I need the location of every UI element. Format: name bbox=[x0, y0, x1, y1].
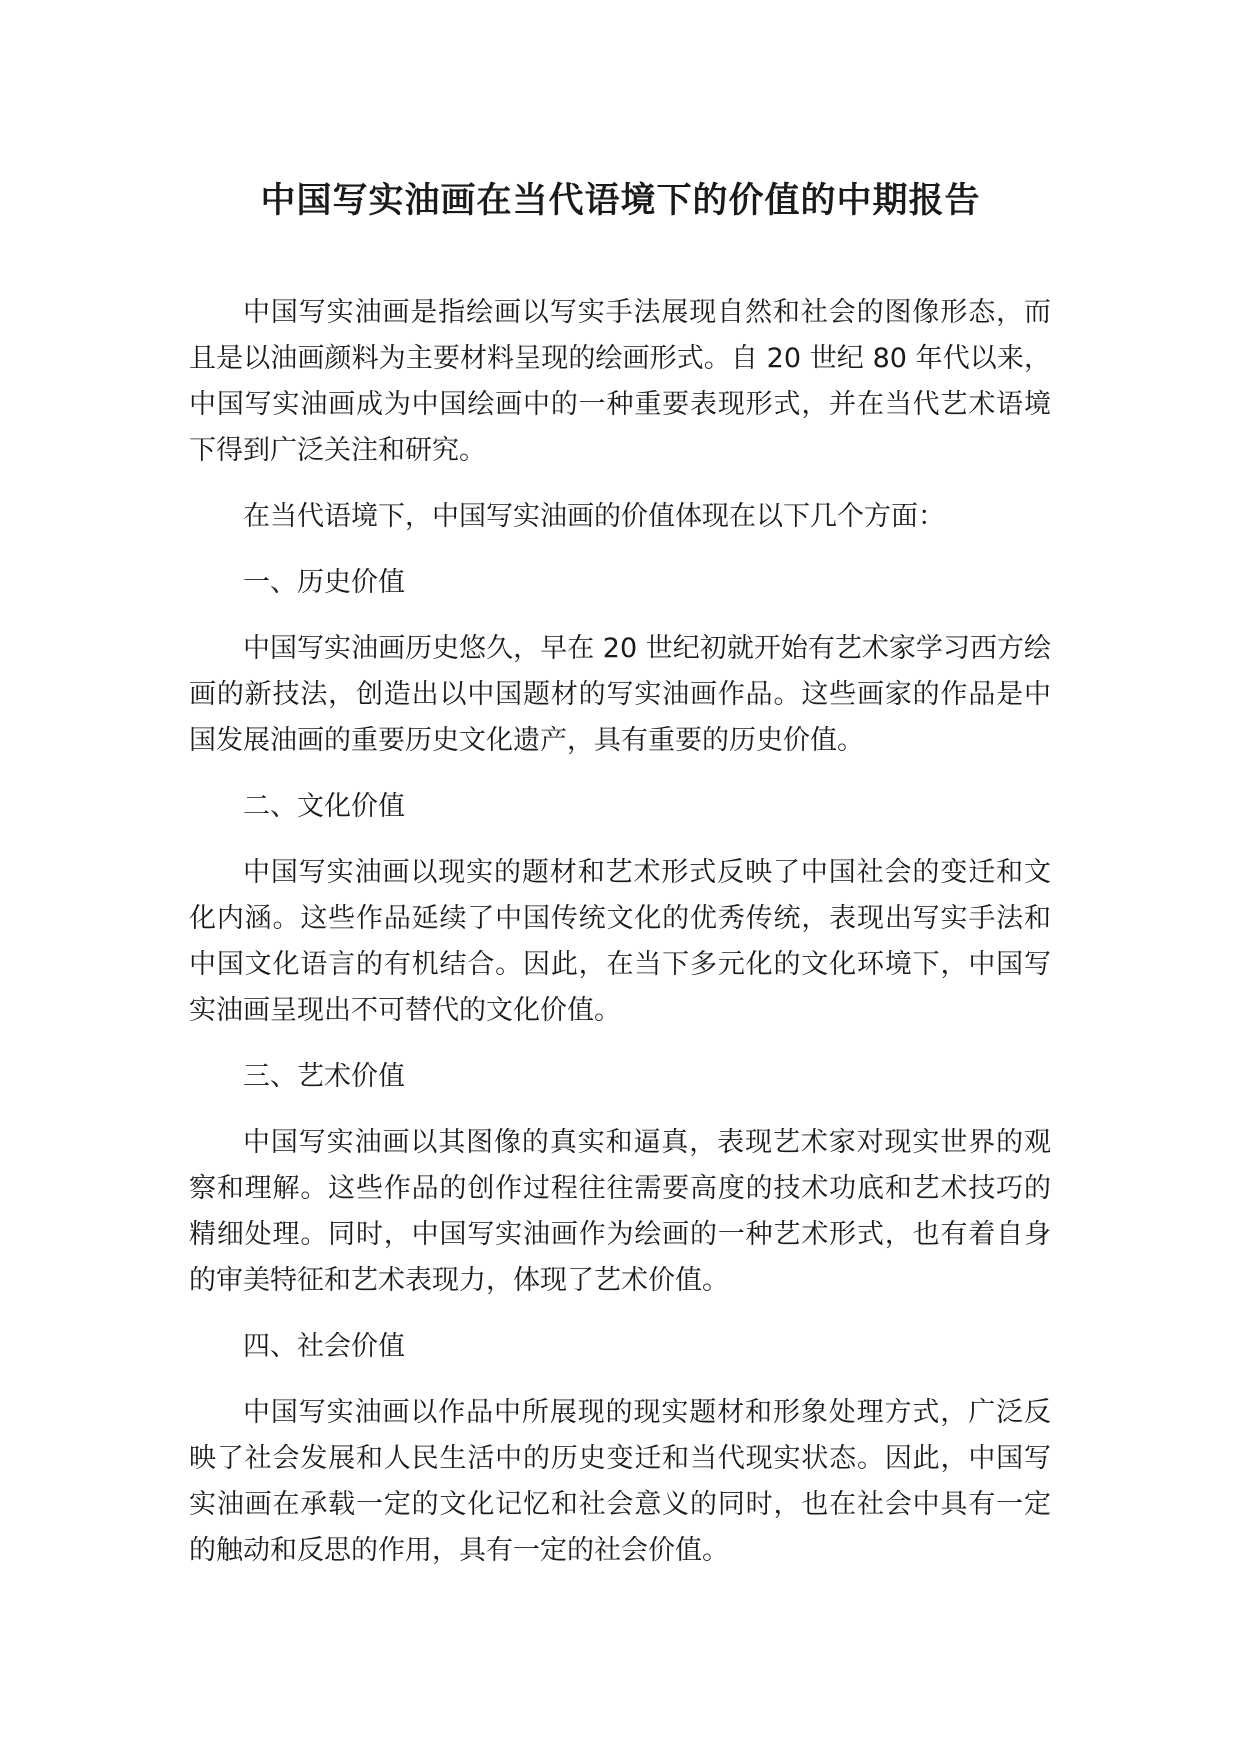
section-heading-society: 四、社会价值 bbox=[243, 1331, 405, 1362]
section-heading-art: 三、艺术价值 bbox=[243, 1061, 405, 1092]
section-heading-culture: 二、文化价值 bbox=[243, 791, 405, 822]
paragraph-society: 中国写实油画以作品中所展现的现实题材和形象处理方式，广泛反映了社会发展和人民生活中的历史变迁和当代现实状态。因此，中国写实油画在承载一定的文化记忆和社会意义的同时，也在社会中具有一定的触动和反思的作用，具有一定的社会价值。 bbox=[189, 1397, 1051, 1566]
paragraph-overview: 在当代语境下，中国写实油画的价值体现在以下几个方面： bbox=[243, 501, 945, 532]
document-body bbox=[189, 290, 1051, 1594]
document-title: 中国写实油画在当代语境下的价值的中期报告 bbox=[260, 181, 981, 221]
paragraph-culture: 中国写实油画以现实的题材和艺术形式反映了中国社会的变迁和文化内涵。这些作品延续了中国传统文化的优秀传统，表现出写实手法和中国文化语言的有机结合。因此，在当下多元化的文化环境下，中国写实油画呈现出不可替代的文化价值。 bbox=[189, 857, 1051, 1026]
paragraph-history: 中国写实油画历史悠久，早在 20 世纪初就开始有艺术家学习西方绘画的新技法，创造出以中国题材的写实油画作品。这些画家的作品是中国发展油画的重要历史文化遗产，具有重要的历史价值。 bbox=[189, 633, 1051, 756]
paragraph-art: 中国写实油画以其图像的真实和逼真，表现艺术家对现实世界的观察和理解。这些作品的创作过程往往需要高度的技术功底和艺术技巧的精细处理。同时，中国写实油画作为绘画的一种艺术形式，也有着自身的审美特征和艺术表现力，体现了艺术价值。 bbox=[189, 1127, 1051, 1296]
paragraph-intro: 中国写实油画是指绘画以写实手法展现自然和社会的图像形态，而且是以油画颜料为主要材料呈现的绘画形式。自 20 世纪 80 年代以来，中国写实油画成为中国绘画中的一种重要表现形式，并在当代艺术语境下得到广泛关注和研究。 bbox=[189, 297, 1051, 466]
section-heading-history: 一、历史价值 bbox=[243, 567, 405, 598]
